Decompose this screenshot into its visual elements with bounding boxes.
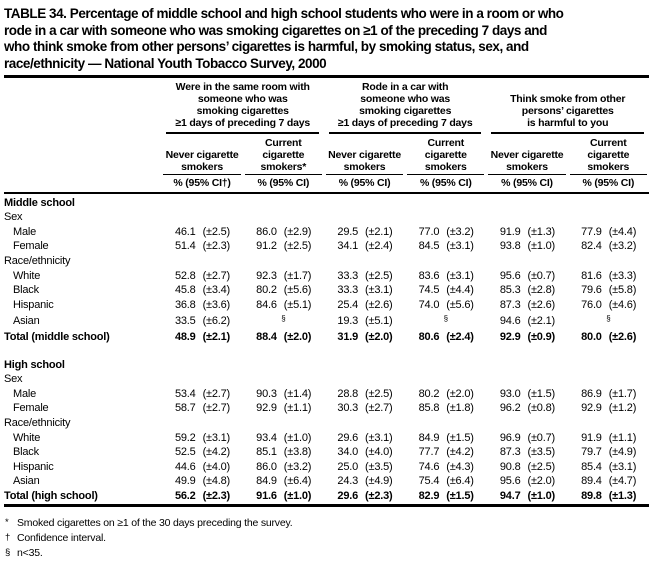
row-label: Sex <box>4 373 23 386</box>
confidence-interval: (±2.9) <box>283 225 312 238</box>
percent-value: 74.0 <box>418 298 440 311</box>
suppressed-value-marker: § <box>281 314 286 324</box>
col-group-think <box>486 79 649 134</box>
confidence-interval: (±2.3) <box>202 240 231 253</box>
percent-value: 81.6 <box>581 269 602 282</box>
row-label: White <box>13 431 41 444</box>
total-row <box>4 330 649 345</box>
confidence-interval: (±0.9) <box>527 331 555 344</box>
confidence-interval: (±2.4) <box>446 331 474 344</box>
subcol-car-current: Current cigarette smokers <box>405 134 486 175</box>
footnotes <box>4 516 649 561</box>
percent-value: 92.3 <box>256 269 277 282</box>
empty-cell <box>161 210 649 225</box>
confidence-interval: (±1.7) <box>283 269 312 282</box>
confidence-interval: (±1.0) <box>527 240 555 253</box>
confidence-interval: (±1.5) <box>446 431 474 444</box>
percent-value: 77.9 <box>581 225 602 238</box>
confidence-interval: (±1.3) <box>527 225 555 238</box>
percent-value: 49.9 <box>174 475 196 488</box>
table-row <box>4 298 649 313</box>
percent-value: 33.3 <box>337 269 359 282</box>
confidence-interval: (±2.7) <box>202 402 231 415</box>
percent-value: 87.3 <box>499 446 521 459</box>
footnote-text: n<35. <box>17 546 43 559</box>
table-row <box>4 401 649 416</box>
percent-value: 28.8 <box>337 387 359 400</box>
percent-value: 74.5 <box>418 284 440 297</box>
confidence-interval: (±0.7) <box>527 431 555 444</box>
confidence-interval: (±4.0) <box>365 446 393 459</box>
confidence-interval: (±2.5) <box>365 387 393 400</box>
percent-value: 95.6 <box>499 475 521 488</box>
confidence-interval: (±2.0) <box>365 331 393 344</box>
table-row <box>4 239 649 254</box>
percent-value: 84.6 <box>256 298 277 311</box>
row-label: Race/ethnicity <box>4 255 71 268</box>
percent-value: 90.3 <box>256 387 277 400</box>
confidence-interval: (±3.1) <box>608 460 637 473</box>
percent-value: 76.0 <box>581 298 602 311</box>
table-title <box>4 6 649 72</box>
percent-value: 93.4 <box>256 431 277 444</box>
measure-label: % (95% CI) <box>568 175 649 193</box>
confidence-interval: (±5.6) <box>283 284 312 297</box>
confidence-interval: (±3.1) <box>446 240 474 253</box>
percent-value: 33.5 <box>174 314 196 327</box>
column-group-row <box>4 79 649 134</box>
percent-value: 92.9 <box>581 402 602 415</box>
corner-cell <box>4 175 161 193</box>
row-label: Asian <box>13 475 40 488</box>
percent-value: 30.3 <box>337 402 359 415</box>
confidence-interval: (±6.4) <box>446 475 474 488</box>
corner-cell <box>4 79 161 134</box>
percent-value: 83.6 <box>418 269 440 282</box>
percent-value: 52.8 <box>174 269 196 282</box>
confidence-interval: (±3.2) <box>446 225 474 238</box>
empty-cell <box>161 372 649 387</box>
confidence-interval: (±5.1) <box>365 314 393 327</box>
confidence-interval: (±1.5) <box>446 489 474 502</box>
percent-value: 91.9 <box>581 431 602 444</box>
category-row <box>4 416 649 431</box>
percent-value: 93.0 <box>499 387 521 400</box>
percent-value: 80.0 <box>581 331 602 344</box>
confidence-interval: (±2.7) <box>202 269 231 282</box>
percent-value: 80.2 <box>256 284 277 297</box>
row-label: Middle school <box>4 196 75 209</box>
confidence-interval: (±4.2) <box>446 446 474 459</box>
row-label: Hispanic <box>13 298 54 311</box>
table-row <box>4 225 649 240</box>
percent-value: 46.1 <box>174 225 196 238</box>
footnote-marker: † <box>5 531 11 543</box>
confidence-interval: (±1.7) <box>608 387 637 400</box>
confidence-interval: (±5.6) <box>446 298 474 311</box>
confidence-interval: (±3.8) <box>283 446 312 459</box>
percent-value: 86.0 <box>256 460 277 473</box>
percent-value: 92.9 <box>499 331 521 344</box>
footnote <box>4 516 649 531</box>
percent-value: 25.0 <box>337 460 359 473</box>
subcol-room-never: Never cigarette smokers <box>161 134 242 175</box>
category-row <box>4 372 649 387</box>
percent-value: 75.4 <box>418 475 440 488</box>
subcolumn-row <box>4 134 649 175</box>
percent-value: 25.4 <box>337 298 359 311</box>
confidence-interval: (±1.0) <box>283 489 312 502</box>
percent-value: 53.4 <box>174 387 196 400</box>
row-label: Female <box>13 240 49 253</box>
percent-value: 45.8 <box>174 284 196 297</box>
confidence-interval: (±4.7) <box>608 475 637 488</box>
confidence-interval: (±2.1) <box>202 331 231 344</box>
confidence-interval: (±2.5) <box>283 240 312 253</box>
confidence-interval: (±4.4) <box>608 225 637 238</box>
table-row <box>4 474 649 489</box>
percent-value: 85.4 <box>581 460 602 473</box>
percent-value: 96.2 <box>499 402 521 415</box>
percent-value: 82.4 <box>581 240 602 253</box>
empty-cell <box>161 193 649 211</box>
empty-cell <box>161 254 649 269</box>
percent-value: 91.9 <box>499 225 521 238</box>
confidence-interval: (±3.2) <box>283 460 312 473</box>
confidence-interval: (±0.8) <box>527 402 555 415</box>
title-line: race/ethnicity — National Youth Tobacco Survey, 2000 <box>4 55 327 71</box>
row-label: Female <box>13 402 49 415</box>
percent-value: 80.6 <box>418 331 440 344</box>
confidence-interval: (±4.9) <box>608 446 637 459</box>
footnote-marker: § <box>5 546 11 558</box>
confidence-interval: (±2.8) <box>527 284 555 297</box>
percent-value: 95.6 <box>499 269 521 282</box>
confidence-interval: (±5.1) <box>283 298 312 311</box>
confidence-interval: (±3.1) <box>365 431 393 444</box>
percent-value: 85.3 <box>499 284 521 297</box>
row-label: Black <box>13 284 39 297</box>
confidence-interval: (±1.2) <box>608 402 637 415</box>
total-row <box>4 489 649 505</box>
confidence-interval: (±3.1) <box>202 431 231 444</box>
col-group-line: ≥1 days of preceding 7 days <box>337 117 473 130</box>
measure-label: % (95% CI) <box>324 175 405 193</box>
empty-cell <box>161 345 649 373</box>
confidence-interval: (±1.4) <box>283 387 312 400</box>
percent-value: 86.0 <box>256 225 277 238</box>
subcol-room-current: Current cigarette smokers* <box>243 134 324 175</box>
confidence-interval: (±2.0) <box>446 387 474 400</box>
confidence-interval: (±2.1) <box>365 225 393 238</box>
percent-value: 87.3 <box>499 298 521 311</box>
percent-value: 59.2 <box>174 431 196 444</box>
confidence-interval: (±5.8) <box>608 284 637 297</box>
percent-value: 51.4 <box>174 240 196 253</box>
confidence-interval: (±6.4) <box>283 475 312 488</box>
percent-value: 89.4 <box>581 475 602 488</box>
confidence-interval: (±3.1) <box>446 269 474 282</box>
percent-value: 74.6 <box>418 460 440 473</box>
percent-value: 34.0 <box>337 446 359 459</box>
row-label: High school <box>4 358 65 371</box>
confidence-interval: (±4.3) <box>446 460 474 473</box>
percent-value: 29.6 <box>337 489 359 502</box>
confidence-interval: (±3.3) <box>608 269 637 282</box>
footnote-text: Smoked cigarettes on ≥1 of the 30 days preceding the survey. <box>17 516 293 529</box>
confidence-interval: (±4.6) <box>608 298 637 311</box>
percent-value: 33.3 <box>337 284 359 297</box>
row-label: Male <box>13 225 37 238</box>
data-table <box>4 79 649 507</box>
row-label: Asian <box>13 314 40 327</box>
row-label: Sex <box>4 211 23 224</box>
col-group-line: Think smoke from other <box>510 92 626 105</box>
title-line: TABLE 34. Percentage of middle school and high school students who were in a room or who <box>4 6 564 21</box>
confidence-interval: (±2.6) <box>608 331 637 344</box>
col-group-line: is harmful to you <box>527 117 609 130</box>
percent-value: 86.9 <box>581 387 602 400</box>
row-label: Total (high school) <box>4 489 98 502</box>
confidence-interval: (±1.1) <box>283 402 312 415</box>
percent-value: 90.8 <box>499 460 521 473</box>
col-group-line: someone who was <box>197 92 288 105</box>
percent-value: 84.5 <box>418 240 440 253</box>
confidence-interval: (±2.6) <box>527 298 555 311</box>
row-label: Black <box>13 446 39 459</box>
percent-value: 29.5 <box>337 225 359 238</box>
percent-value: 85.1 <box>256 446 277 459</box>
confidence-interval: (±4.9) <box>365 475 393 488</box>
empty-cell <box>161 416 649 431</box>
table-body <box>4 193 649 505</box>
col-group-line: ≥1 days of preceding 7 days <box>175 117 310 130</box>
percent-value: 89.8 <box>581 489 602 502</box>
percent-value: 44.6 <box>174 460 196 473</box>
col-group-line: Rode in a car with <box>362 80 449 93</box>
percent-value: 77.7 <box>418 446 440 459</box>
percent-value: 48.9 <box>174 331 196 344</box>
percent-value: 91.6 <box>256 489 277 502</box>
row-label: Total (middle school) <box>4 331 110 344</box>
suppressed-value-marker: § <box>606 314 611 324</box>
percent-value: 96.9 <box>499 431 521 444</box>
percent-value: 94.7 <box>499 489 521 502</box>
confidence-interval: (±1.5) <box>527 387 555 400</box>
row-label: Race/ethnicity <box>4 417 71 429</box>
confidence-interval: (±6.2) <box>202 314 231 327</box>
table-row <box>4 460 649 475</box>
footnote-text: Confidence interval. <box>17 531 106 544</box>
confidence-interval: (±3.4) <box>202 284 231 297</box>
row-label: White <box>13 269 41 282</box>
confidence-interval: (±4.4) <box>446 284 474 297</box>
row-label: Male <box>13 387 37 400</box>
confidence-interval: (±2.7) <box>202 387 231 400</box>
confidence-interval: (±4.2) <box>202 446 231 459</box>
row-label: Hispanic <box>13 460 54 473</box>
measure-label: % (95% CI) <box>405 175 486 193</box>
footnote-marker: * <box>5 516 9 528</box>
percent-value: 31.9 <box>337 331 359 344</box>
table-row <box>4 269 649 284</box>
subcol-think-current: Current cigarette smokers <box>568 134 649 175</box>
footnote <box>4 546 649 561</box>
confidence-interval: (±3.1) <box>365 284 393 297</box>
confidence-interval: (±2.7) <box>365 402 393 415</box>
confidence-interval: (±3.6) <box>202 298 231 311</box>
confidence-interval: (±2.3) <box>365 489 393 502</box>
confidence-interval: (±3.5) <box>527 446 555 459</box>
confidence-interval: (±0.7) <box>527 269 555 282</box>
confidence-interval: (±4.0) <box>202 460 231 473</box>
title-line: rode in a car with someone who was smoking cigarettes on ≥1 of the preceding 7 days and <box>4 22 547 38</box>
confidence-interval: (±1.0) <box>527 489 555 502</box>
percent-value: 34.1 <box>337 240 359 253</box>
confidence-interval: (±2.0) <box>527 475 555 488</box>
percent-value: 29.6 <box>337 431 359 444</box>
confidence-interval: (±2.3) <box>202 489 231 502</box>
confidence-interval: (±2.1) <box>527 314 555 327</box>
percent-value: 36.8 <box>174 298 196 311</box>
subcol-car-never: Never cigarette smokers <box>324 134 405 175</box>
col-group-line: Were in the same room with <box>175 80 310 93</box>
title-rule <box>4 75 649 78</box>
measure-label: % (95% CI) <box>486 175 567 193</box>
percent-value: 24.3 <box>337 475 359 488</box>
percent-value: 58.7 <box>174 402 196 415</box>
percent-value: 79.6 <box>581 284 602 297</box>
confidence-interval: (±2.4) <box>365 240 393 253</box>
title-line: who think smoke from other persons’ cigarettes is harmful, by smoking status, sex, and <box>4 39 529 54</box>
footnote <box>4 531 649 546</box>
col-group-line: someone who was <box>360 92 451 105</box>
percent-value: 82.9 <box>418 489 440 502</box>
measure-label: % (95% CI†) <box>161 175 242 193</box>
section-header-row <box>4 345 649 373</box>
percent-value: 56.2 <box>174 489 196 502</box>
table-row <box>4 312 649 330</box>
col-group-line: smoking cigarettes <box>196 105 289 118</box>
category-row <box>4 210 649 225</box>
col-group-car <box>324 79 486 134</box>
confidence-interval: (±3.5) <box>365 460 393 473</box>
confidence-interval: (±2.5) <box>365 269 393 282</box>
confidence-interval: (±1.3) <box>608 489 637 502</box>
percent-value: 52.5 <box>174 446 196 459</box>
suppressed-value-marker: § <box>443 314 448 324</box>
corner-cell <box>4 134 161 175</box>
category-row <box>4 254 649 269</box>
confidence-interval: (±2.6) <box>365 298 393 311</box>
percent-value: 93.8 <box>499 240 521 253</box>
percent-value: 19.3 <box>337 314 359 327</box>
confidence-interval: (±1.1) <box>608 431 637 444</box>
percent-value: 80.2 <box>418 387 440 400</box>
measure-row <box>4 175 649 193</box>
col-group-line: smoking cigarettes <box>359 105 452 118</box>
percent-value: 91.2 <box>256 240 277 253</box>
section-header-row <box>4 193 649 211</box>
measure-label: % (95% CI) <box>243 175 324 193</box>
percent-value: 94.6 <box>499 314 521 327</box>
confidence-interval: (±2.0) <box>283 331 312 344</box>
col-group-room <box>161 79 323 134</box>
confidence-interval: (±2.5) <box>527 460 555 473</box>
confidence-interval: (±4.8) <box>202 475 231 488</box>
percent-value: 88.4 <box>256 331 277 344</box>
percent-value: 77.0 <box>418 225 440 238</box>
table-row <box>4 283 649 298</box>
percent-value: 84.9 <box>418 431 440 444</box>
table-row <box>4 431 649 446</box>
percent-value: 92.9 <box>256 402 277 415</box>
table-row <box>4 445 649 460</box>
col-group-line: persons’ cigarettes <box>521 105 614 118</box>
table-row <box>4 387 649 402</box>
confidence-interval: (±3.2) <box>608 240 637 253</box>
percent-value: 84.9 <box>256 475 277 488</box>
confidence-interval: (±1.0) <box>283 431 312 444</box>
percent-value: 85.8 <box>418 402 440 415</box>
confidence-interval: (±2.5) <box>202 225 231 238</box>
subcol-think-never: Never cigarette smokers <box>486 134 567 175</box>
percent-value: 79.7 <box>581 446 602 459</box>
confidence-interval: (±1.8) <box>446 402 474 415</box>
